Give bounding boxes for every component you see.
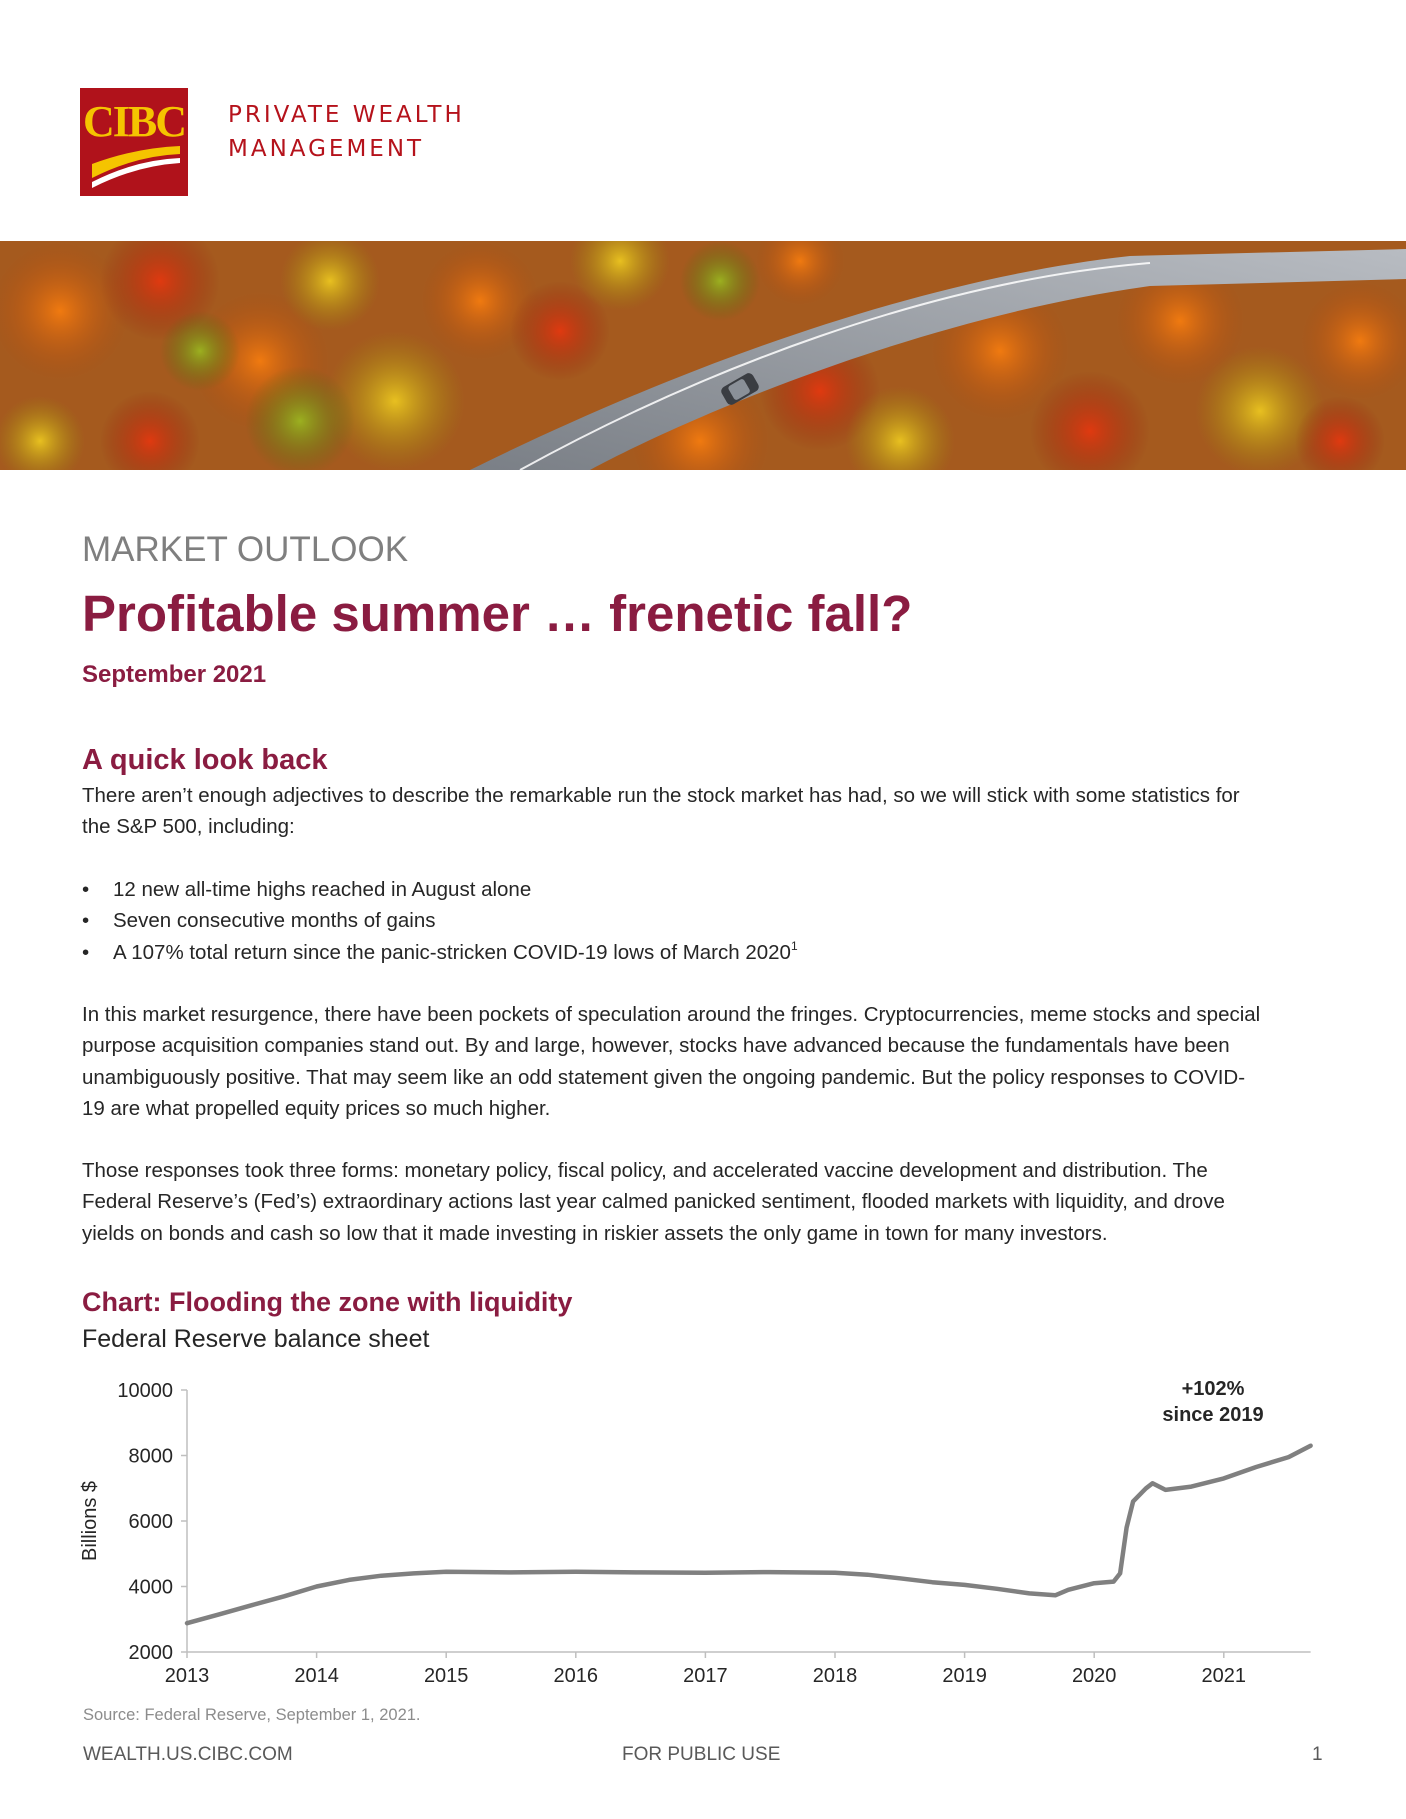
logo-wordmark: CIBC [82, 97, 186, 146]
balance-sheet-line [187, 1446, 1311, 1624]
footer-website-link[interactable]: WEALTH.US.CIBC.COM [83, 1744, 293, 1765]
fed-balance-sheet-line-chart [0, 1360, 1406, 1700]
x-tick-label: 2017 [683, 1665, 728, 1687]
y-tick-label: 4000 [128, 1576, 173, 1599]
logo-swoosh-icon [80, 88, 188, 196]
bullet-item: • A 107% total return since the panic-stricken COVID-19 lows of March 2020$^1$ [82, 937, 798, 968]
x-tick-label: 2020 [1071, 1665, 1117, 1687]
bullet-item: • 12 new all-time highs reached in August alone [82, 874, 798, 905]
hero-image-autumn-road [0, 241, 1406, 470]
page-title: Profitable summer … frenetic fall? [82, 585, 913, 642]
x-tick-label: 2013 [164, 1665, 210, 1687]
x-tick-label: 2015 [423, 1665, 469, 1687]
footnote-ref[interactable]: 1 [790, 938, 798, 953]
section-heading-quick-look-back: A quick look back [82, 744, 328, 776]
paragraph-policy-responses: Those responses took three forms: monetary policy, fiscal policy, and accelerated vaccine development and distribution. The Federal Reserve’s (Fed’s) extraordinary actions last year calmed panicked sentiment, flooded markets with liquidity, and drove yields on bonds and cash so low that it made investing in riskier assets the only game in town for many investors. [82, 1159, 1225, 1245]
y-axis-label: Billions $ [79, 1480, 101, 1562]
document-kicker: MARKET OUTLOOK [82, 530, 409, 569]
chart-heading: Chart: Flooding the zone with liquidity [82, 1287, 573, 1317]
intro-paragraph [82, 780, 1334, 843]
statistics-bullet-list [82, 874, 798, 968]
chart-subtitle: Federal Reserve balance sheet [82, 1325, 430, 1353]
x-tick-label: 2021 [1201, 1665, 1247, 1687]
bullet-icon: • [82, 909, 90, 933]
x-tick-label: 2018 [812, 1665, 858, 1687]
chart-source-note: Source: Federal Reserve, September 1, 2021. [83, 1706, 421, 1724]
bullet-item: • Seven consecutive months of gains [82, 905, 798, 936]
brand-name [228, 98, 465, 166]
brand-line-2: MANAGEMENT [228, 136, 425, 162]
y-tick-label: 10000 [117, 1380, 173, 1402]
intro-line-1: There aren’t enough adjectives to describe the remarkable run the stock market has had, so we will stick with some statistics for [82, 784, 1240, 807]
y-tick-label: 8000 [128, 1445, 173, 1468]
publication-date: September 2021 [82, 661, 267, 688]
page-number: 1 [1312, 1744, 1323, 1765]
autumn-forest-road-image [0, 241, 1406, 470]
cibc-logo [80, 88, 188, 196]
paragraph-resurgence: In this market resurgence, there have been pockets of speculation around the fringes. Cryptocurrencies, meme stocks and special purpose acquisition companies stand out. By and large, however, stocks have advanced because the fundamentals have been unambiguously positive. That may seem like an odd statement given the ongoing pandemic. But the policy responses to COVID- 19 are what propelled equity prices so much higher. [82, 1003, 1261, 1120]
intro-line-2: the S&P 500, including: [82, 815, 295, 839]
y-tick-label: 2000 [128, 1642, 173, 1664]
annotation-since: since 2019 [1162, 1404, 1264, 1426]
footer-classification: FOR PUBLIC USE [622, 1744, 781, 1765]
y-tick-label: 6000 [128, 1511, 173, 1533]
x-tick-label: 2016 [553, 1665, 599, 1687]
annotation-percent: +102% [1181, 1378, 1245, 1400]
bullet-icon: • [82, 940, 90, 964]
bullet-icon: • [82, 878, 90, 901]
x-tick-label: 2019 [942, 1665, 987, 1687]
brand-line-1: PRIVATE WEALTH [228, 102, 465, 128]
x-tick-label: 2014 [294, 1665, 339, 1687]
